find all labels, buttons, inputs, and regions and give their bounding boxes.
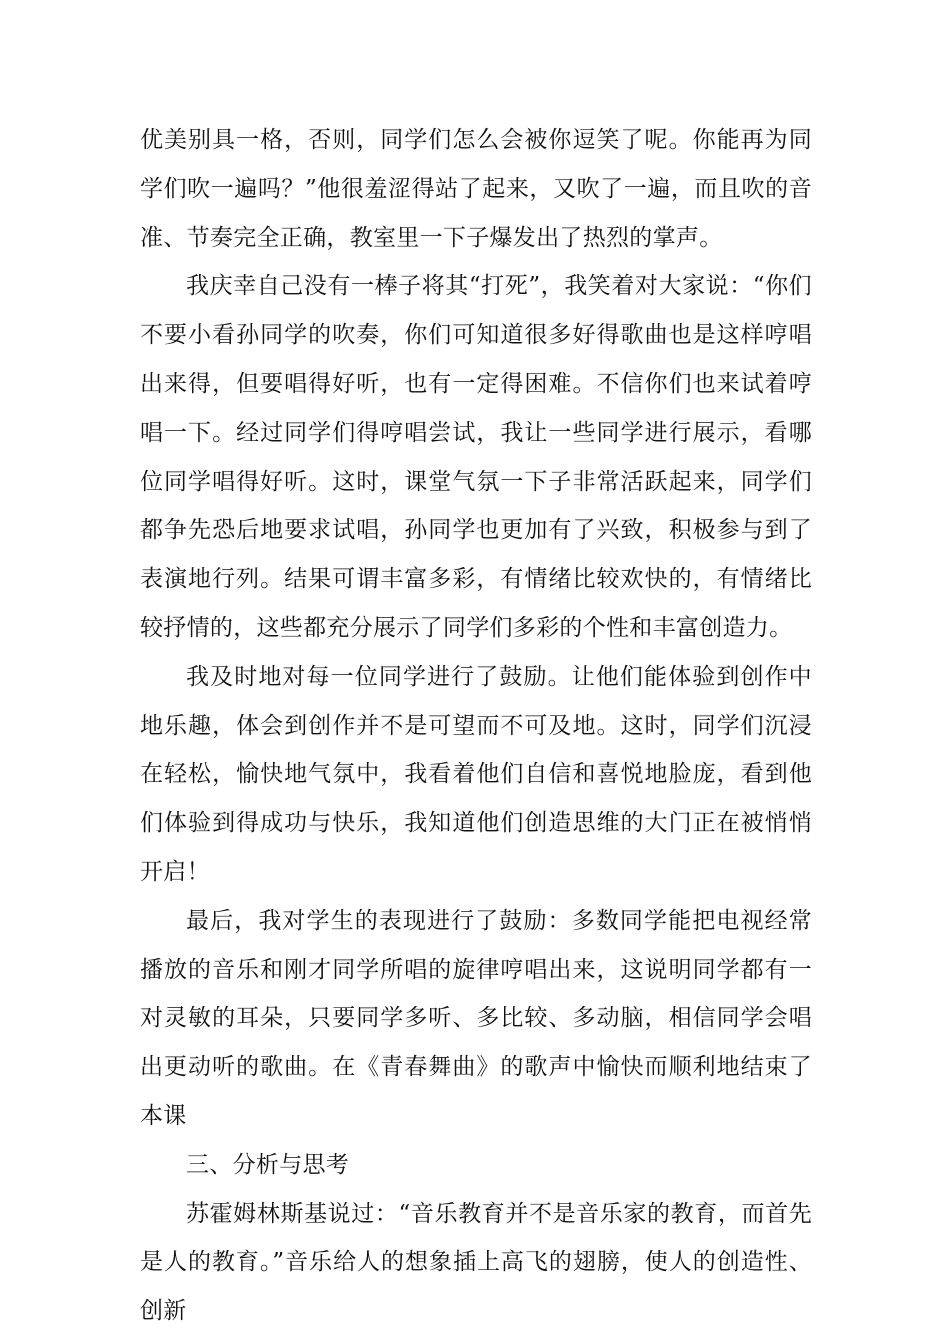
paragraph-1: 优美别具一格，否则，同学们怎么会被你逗笑了呢。你能再为同学们吹一遍吗？”他很羞涩得站了起来，又吹了一遍，而且吹的音准、节奏完全正确，教室里一下子爆发出了热烈的掌声。	[140, 127, 812, 251]
section-heading: 三、分析与思考	[186, 1151, 350, 1178]
paragraph-2: 我庆幸自己没有一棒子将其“打死”，我笑着对大家说：“你们不要小看孙同学的吹奏，你们可知道很多好得歌曲也是这样哼唱出来得，但要唱得好听，也有一定得困难。不信你们也来试着哼唱一下。经过同学们得哼唱尝试，我让一些同学进行展示，看哪位同学唱得好听。这时，课堂气氛一下子非常活跃起来，同学们都争先恐后地要求试唱，孙同学也更加有了兴致，积极参与到了表演地行列。结果可谓丰富多彩，有情绪比较欢快的，有情绪比较抒情的，这些都充分展示了同学们多彩的个性和丰富创造力。	[140, 273, 812, 641]
paragraph-4: 最后，我对学生的表现进行了鼓励：多数同学能把电视经常播放的音乐和刚才同学所唱的旋律哼唱出来，这说明同学都有一对灵敏的耳朵，只要同学多听、多比较、多动脑，相信同学会唱出更动听的歌曲。在《青春舞曲》的歌声中愉快而顺利地结束了本课	[140, 907, 812, 1129]
paragraph-5: 苏霍姆林斯基说过：“音乐教育并不是音乐家的教育，而首先是人的教育。”音乐给人的想象插上高飞的翅膀，使人的创造性、创新	[140, 1200, 812, 1325]
paragraph-3: 我及时地对每一位同学进行了鼓励。让他们能体验到创作中地乐趣，体会到创作并不是可望而不可及地。这时，同学们沉浸在轻松，愉快地气氛中，我看着他们自信和喜悦地脸庞，看到他们体验到得成功与快乐，我知道他们创造思维的大门正在被悄悄开启！	[140, 663, 812, 885]
body-text	[140, 116, 812, 1336]
